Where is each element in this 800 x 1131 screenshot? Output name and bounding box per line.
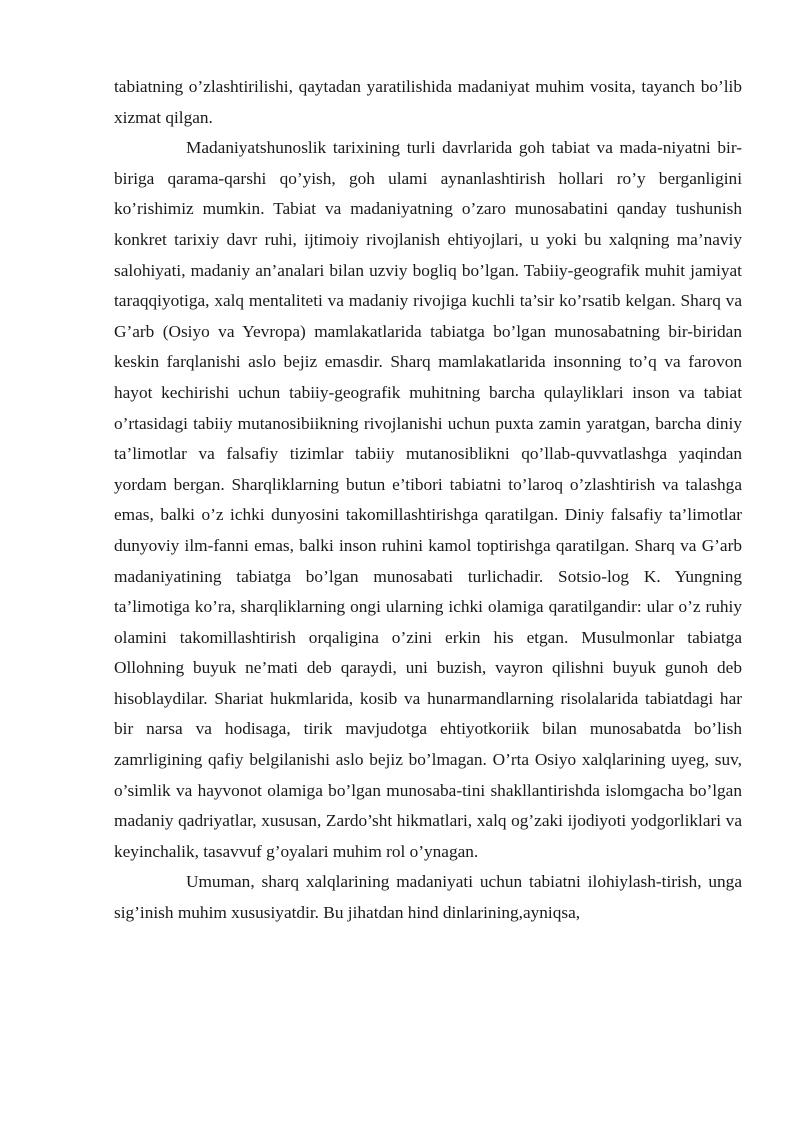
document-page: [114, 72, 742, 929]
paragraph-eastern-peoples: Umuman, sharq xalqlarining madaniyati uchun tabiatni ilohiylash-tirish, unga sig’inish muhim xususiyatdir. Bu jihatdan hind dinlarining,ayniqsa,: [114, 872, 742, 923]
paragraph-continuation: tabiatning o’zlashtirilishi, qaytadan yaratilishida madaniyat muhim vosita, tayanch bo’lib xizmat qilgan.: [114, 77, 742, 127]
paragraph-nature-culture: Madaniyatshunoslik tarixining turli davrlarida goh tabiat va mada-niyatni bir-biriga qarama-qarshi qo’yish, goh ulami aynanlashtirish hollari ro’y berganligini ko’rishimiz mumkin. Tabiat va madaniyatning o’zaro munosabatini qanday tushunish konkret tarixiy davr ruhi, ijtimoiy rivojlanish ehtiyojlari, u yoki bu xalqning ma’naviy salohiyati, madaniy an’analari bilan uzviy bogliq bo’lgan. Tabiiy-geografik muhit jamiyat taraqqiyotiga, xalq mentaliteti va madaniy rivojiga kuchli ta’sir ko’rsatib kelgan. Sharq va G’arb (Osiyo va Yevropa) mamlakatlarida tabiatga bo’lgan munosabatning bir-biridan keskin farqlanishi aslo bejiz emasdir. Sharq mamlakatlarida insonning to’q va farovon hayot kechirishi uchun tabiiy-geografik muhitning barcha qulayliklari inson va tabiat o’rtasidagi tabiiy mutanosibiikning rivojlanishi uchun puxta zamin yaratgan, barcha diniy ta’limotlar va falsafiy tizimlar tabiiy mutanosiblikni qo’llab-quvvatlashga yaqindan yordam bergan. Sharqliklarning butun e’tibori tabiatni to’laroq o’zlashtirish va talashga emas, balki o’z ichki dunyosini takomillashtirishga qaratilgan. Diniy falsafiy ta’limotlar dunyoviy ilm-fanni emas, balki inson ruhini kamol toptirishga qaratilgan. Sharq va G’arb madaniyatining tabiatga bo’lgan munosabati turlichadir. Sotsio-log K. Yungning ta’limotiga ko’ra, sharqliklarning ongi ularning ichki olamiga qaratilgandir: ular o’z ruhiy olamini takomillashtirish orqaligina o’zini erkin his etgan. Musulmonlar tabiatga Ollohning buyuk ne’mati deb qaraydi, uni buzish, vayron qilishni buyuk gunoh deb hisoblaydilar. Shariat hukmlarida, kosib va hunarmandlarning risolalarida tabiatdagi har bir narsa va hodisaga, tirik mavjudotga ehtiyotkoriik bilan munosabatda bo’lish zamrligining qafiy belgilanishi aslo bejiz bo’lmagan. O’rta Osiyo xalqlarining uyeg, suv, o’simlik va hayvonot olamiga bo’lgan munosaba-tini shakllantirishda islomgacha bo’lgan madaniy qadriyatlar, xususan, Zardo’sht hikmatlari, xalq og’zaki ijodiyoti yodgorliklari va keyinchalik, tasavvuf g’oyalari muhim rol o’ynagan.: [114, 138, 742, 861]
